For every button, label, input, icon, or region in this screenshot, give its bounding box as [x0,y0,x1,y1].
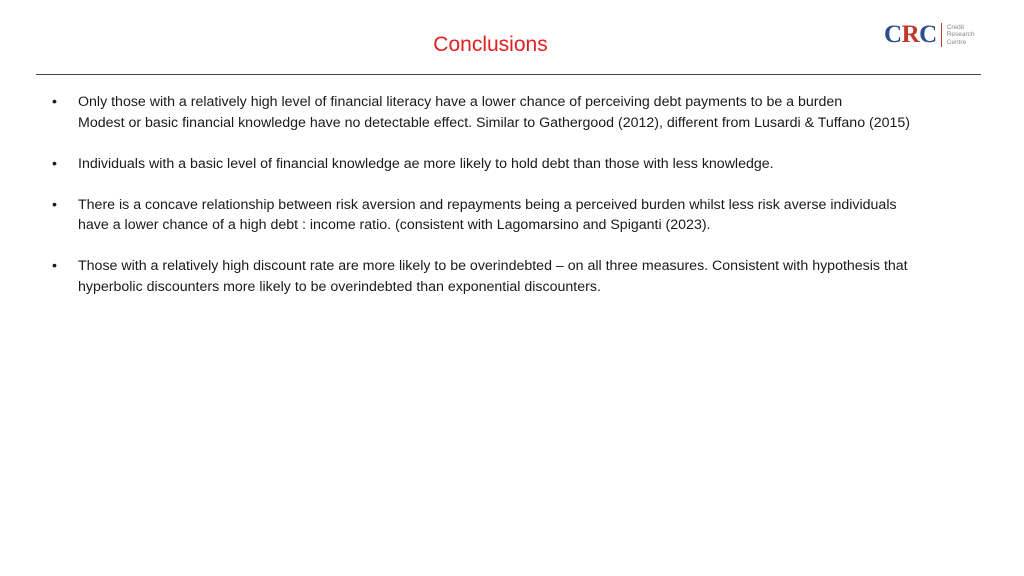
bullet-line: hyperbolic discounters more likely to be overindebted than exponential discounters. [78,278,601,295]
bullet-line: Those with a relatively high discount rate are more likely to be overindebted – on all three measures. Consistent with hypothesis that [78,258,908,274]
bullet-dot-icon: • [52,155,57,172]
bullet-item [52,195,1012,236]
bullet-item [52,92,1012,133]
slide-title: Conclusions [433,33,548,56]
logo-letters [884,21,937,49]
logo-sub-line: Centre [946,38,967,46]
bullet-line: Modest or basic financial knowledge have no detectable effect. Similar to Gathergood (2012), different from Lusardi & Tuffano (2015) [78,114,911,131]
bullet-line: Only those with a relatively high level of financial literacy have a lower chance of perceiving debt payments to be a burden [78,94,843,110]
logo-sub-line: Research [946,31,975,39]
logo-subtitle [947,24,975,47]
bullet-list [52,92,1012,318]
title-divider [36,74,981,75]
bullet-line: There is a concave relationship between risk aversion and repayments being a perceived burden whilst less risk averse individuals [78,196,897,213]
crc-logo [884,21,975,49]
bullet-item [52,154,1012,175]
logo-letter-c: C [884,21,902,48]
bullet-dot-icon: • [52,258,57,274]
bullet-dot-icon: • [52,196,57,213]
bullet-item [52,256,1012,297]
logo-letter-r: R [901,21,920,48]
bullet-dot-icon: • [52,94,57,110]
bullet-line: Individuals with a basic level of financial knowledge ae more likely to hold debt than those with less knowledge. [78,155,774,172]
logo-letter-c: C [919,21,937,48]
logo-divider [941,23,942,47]
logo-sub-line: Credit [946,23,965,31]
bullet-line: have a lower chance of a high debt : income ratio. (consistent with Lagomarsino and Spiganti (2023). [78,217,711,233]
